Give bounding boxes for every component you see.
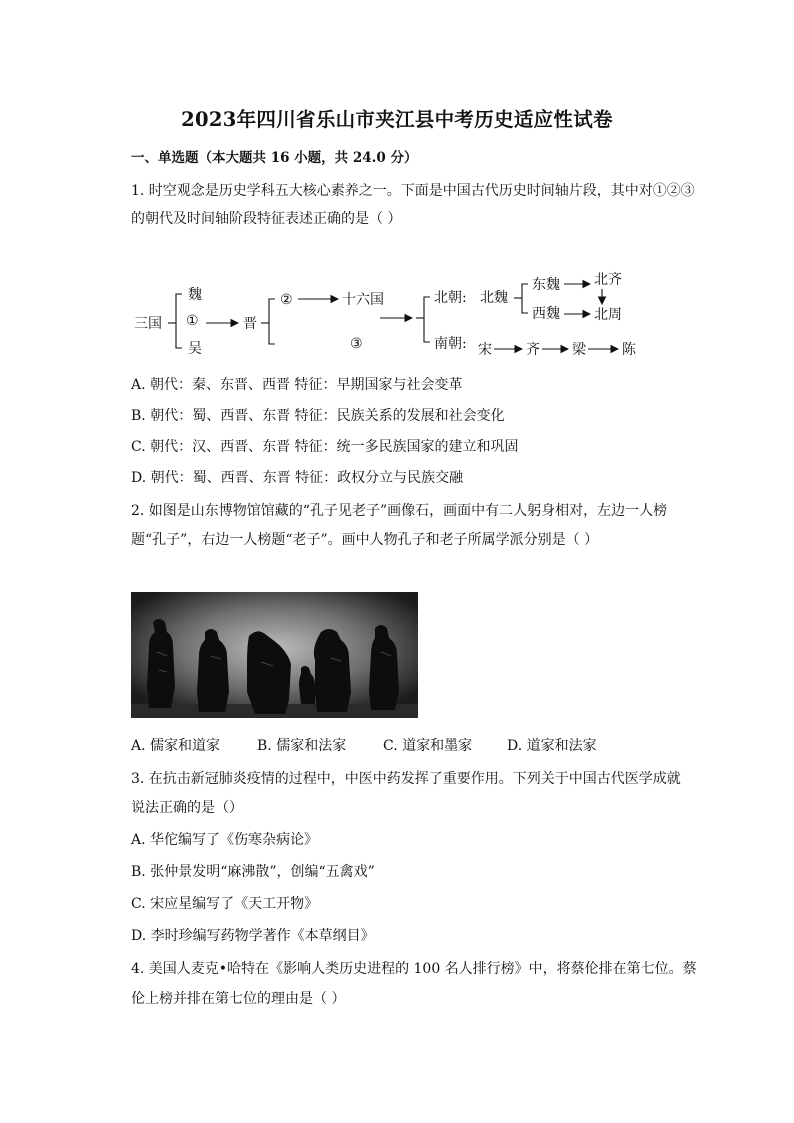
q2-stem-line1: 2. 如图是山东博物馆馆藏的“孔子见老子”画像石，画面中有二人躬身相对，左边一人榜: [131, 503, 668, 519]
label-wei: 魏: [188, 287, 202, 303]
label-beiqi: 北齐: [594, 272, 622, 288]
q4-stem-line2: 伦上榜并排在第七位的理由是（ ）: [131, 991, 346, 1007]
label-song: 宋: [478, 342, 492, 358]
q2-option-b[interactable]: B. 儒家和法家: [257, 738, 347, 754]
q3-stem-line1: 3. 在抗击新冠肺炎疫情的过程中，中医中药发挥了重要作用。下列关于中国古代医学成就: [131, 771, 681, 787]
q3-option-c[interactable]: C. 宋应星编写了《天工开物》: [131, 896, 319, 912]
label-circle-1: ①: [186, 313, 199, 329]
label-qi: 齐: [526, 342, 540, 358]
stone-relief-image: [131, 592, 418, 718]
page-title: 2023年四川省乐山市夹江县中考历史适应性试卷: [181, 108, 613, 131]
dynasty-timeline-diagram: [128, 262, 648, 372]
q1-option-b[interactable]: B. 朝代：蜀、西晋、东晋 特征：民族关系的发展和社会变化: [131, 408, 505, 424]
label-circle-2: ②: [280, 292, 293, 308]
q1-option-a[interactable]: A. 朝代：秦、东晋、西晋 特征：早期国家与社会变革: [131, 377, 463, 393]
bracket-beiwei: [522, 284, 528, 313]
label-sanguo: 三国: [134, 316, 162, 332]
label-jin: 晋: [243, 316, 257, 332]
bracket-jin: [269, 299, 275, 344]
q2-option-a[interactable]: A. 儒家和道家: [131, 738, 221, 754]
label-shiliuguo: 十六国: [342, 292, 384, 308]
q1-stem-line1: 1. 时空观念是历史学科五大核心素养之一。下面是中国古代历史时间轴片段，其中对①②③: [131, 183, 695, 199]
q3-option-a[interactable]: A. 华佗编写了《伤寒杂病论》: [131, 832, 319, 848]
label-beiwei: 北魏: [480, 290, 508, 306]
bracket-nanbeichao: [424, 297, 430, 342]
label-xiwei: 西魏: [532, 306, 560, 322]
label-nanchao: 南朝:: [434, 336, 467, 352]
q4-stem-line1: 4. 美国人麦克•哈特在《影响人类历史进程的 100 名人排行榜》中，将蔡伦排在第七位。蔡: [131, 961, 697, 977]
q3-option-d[interactable]: D. 李时珍编写药物学著作《本草纲目》: [131, 928, 375, 944]
q1-option-c[interactable]: C. 朝代：汉、西晋、东晋 特征：统一多民族国家的建立和巩固: [131, 439, 519, 455]
bracket-sanguo: [176, 294, 182, 348]
q3-stem-line2: 说法正确的是（）: [131, 800, 243, 816]
label-beizhou: 北周: [594, 307, 622, 323]
label-chen: 陈: [622, 342, 636, 358]
q1-stem-line2: 的朝代及时间轴阶段特征表述正确的是（ ）: [131, 211, 402, 227]
section-heading: 一、单选题（本大题共 16 小题，共 24.0 分）: [131, 150, 418, 166]
q3-option-b[interactable]: B. 张仲景发明“麻沸散”，创编“五禽戏”: [131, 864, 375, 880]
q1-option-d[interactable]: D. 朝代：蜀、西晋、东晋 特征：政权分立与民族交融: [131, 470, 464, 486]
q2-option-d[interactable]: D. 道家和法家: [507, 738, 597, 754]
label-dongwei: 东魏: [532, 277, 560, 293]
q2-option-c[interactable]: C. 道家和墨家: [383, 738, 473, 754]
q2-stem-line2: 题“孔子”，右边一人榜题“老子”。画中人物孔子和老子所属学派分别是（ ）: [131, 532, 599, 548]
q2-options-row: [131, 735, 597, 755]
label-circle-3: ③: [350, 336, 363, 352]
label-beichao: 北朝:: [434, 290, 467, 306]
label-wu: 吴: [188, 341, 202, 357]
label-liang: 梁: [572, 342, 586, 358]
